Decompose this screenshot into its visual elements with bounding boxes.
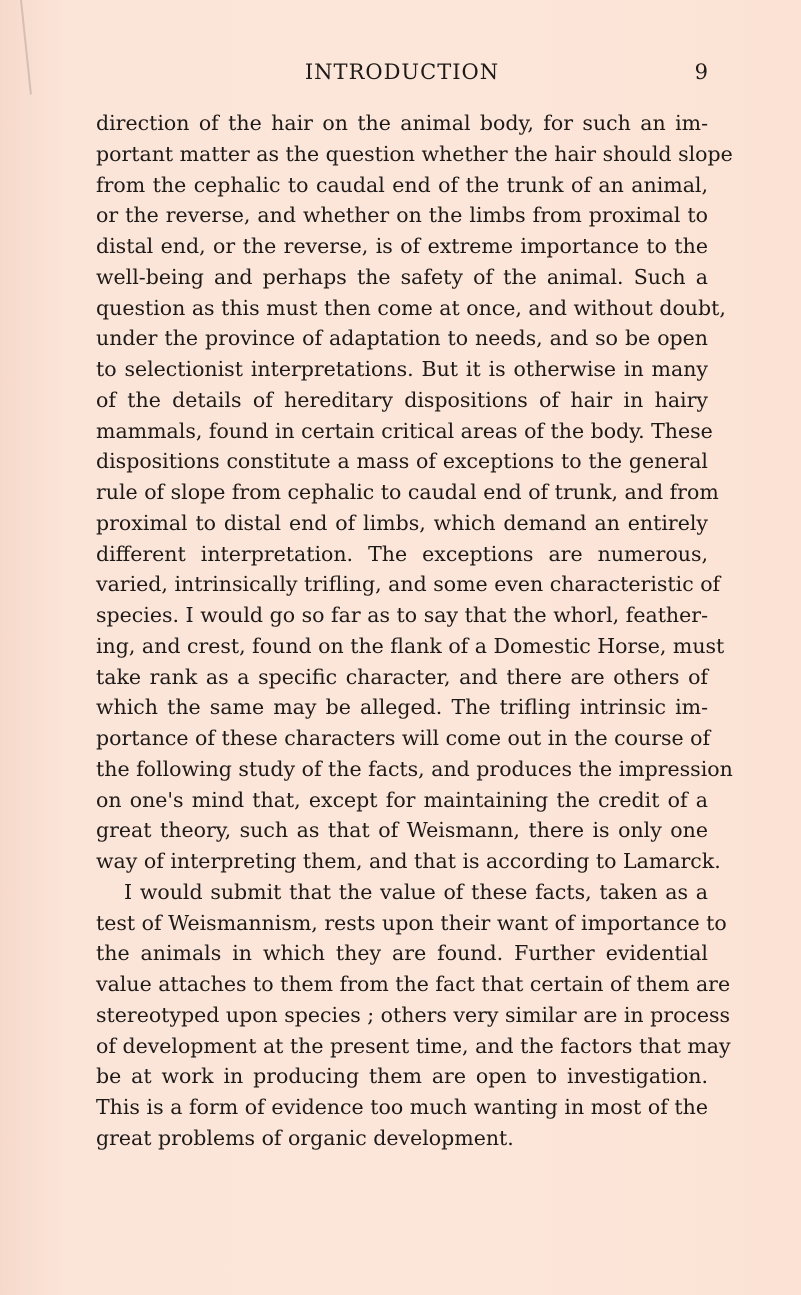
paragraph <box>96 877 731 1154</box>
text-line: take rank as a specific character, and there are others of <box>96 664 708 689</box>
text-line: way of interpreting them, and that is according to Lamarck. <box>96 849 721 873</box>
text-line: question as this must then come at once, and without doubt, <box>96 295 726 320</box>
text-line: the following study of the facts, and produces the impression <box>96 756 733 781</box>
text-line: varied, intrinsically trifling, and some even characteristic of <box>96 572 721 597</box>
text-line: to selectionist interpretations. But it is otherwise in many <box>96 357 708 381</box>
text-line: ing, and crest, found on the flank of a Domestic Horse, must <box>96 633 725 658</box>
text-line: test of Weismannism, rests upon their want of importance to <box>96 910 727 935</box>
text-line: distal end, or the reverse, is of extreme importance to the <box>96 234 708 258</box>
text-line: dispositions constitute a mass of exceptions to the general <box>96 449 708 474</box>
text-line: I would submit that the value of these facts, taken as a <box>124 879 708 904</box>
text-line: or the reverse, and whether on the limbs from proximal to <box>96 203 708 228</box>
page-number: 9 <box>694 60 708 84</box>
page-edge-shadow <box>20 0 32 94</box>
text-line: great theory, such as that of Weismann, there is only one <box>96 818 708 843</box>
text-line: of development at the present time, and the factors that may <box>96 1033 731 1058</box>
text-line: from the cephalic to caudal end of the trunk of an animal, <box>96 172 708 197</box>
text-line: on one's mind that, except for maintaining the credit of a <box>96 787 708 812</box>
page-header <box>96 60 708 92</box>
running-head: INTRODUCTION <box>304 60 500 84</box>
text-line: under the province of adaptation to needs, and so be open <box>96 326 708 351</box>
text-line: different interpretation. The exceptions are numerous, <box>96 541 708 566</box>
text-line: well-being and perhaps the safety of the animal. Such a <box>96 264 708 289</box>
text-line: portant matter as the question whether the hair should slope <box>96 141 733 166</box>
text-line: mammals, found in certain critical areas of the body. These <box>96 418 713 443</box>
text-line: of the details of hereditary dispositions of hair in hairy <box>96 387 708 412</box>
paragraph <box>96 108 733 877</box>
text-line: value attaches to them from the fact that certain of them are <box>96 972 731 996</box>
text-line: species. I would go so far as to say that the whorl, feather- <box>96 603 708 627</box>
text-line: which the same may be alleged. The trifling intrinsic im- <box>96 695 708 720</box>
text-line: be at work in producing them are open to investigation. <box>96 1064 708 1089</box>
text-line: stereotyped upon species ; others very similar are in process <box>96 1002 731 1027</box>
text-line: direction of the hair on the animal body, for such an im- <box>96 111 708 135</box>
text-line: rule of slope from cephalic to caudal end of trunk, and from <box>96 480 719 504</box>
text-line: This is a form of evidence too much wanting in most of the <box>96 1095 708 1119</box>
text-line: the animals in which they are found. Further evidential <box>96 941 708 966</box>
text-line: great problems of organic development. <box>96 1125 514 1150</box>
text-line: proximal to distal end of limbs, which demand an entirely <box>96 510 708 535</box>
body-text <box>96 108 733 1154</box>
text-line: portance of these characters will come out in the course of <box>96 726 711 750</box>
